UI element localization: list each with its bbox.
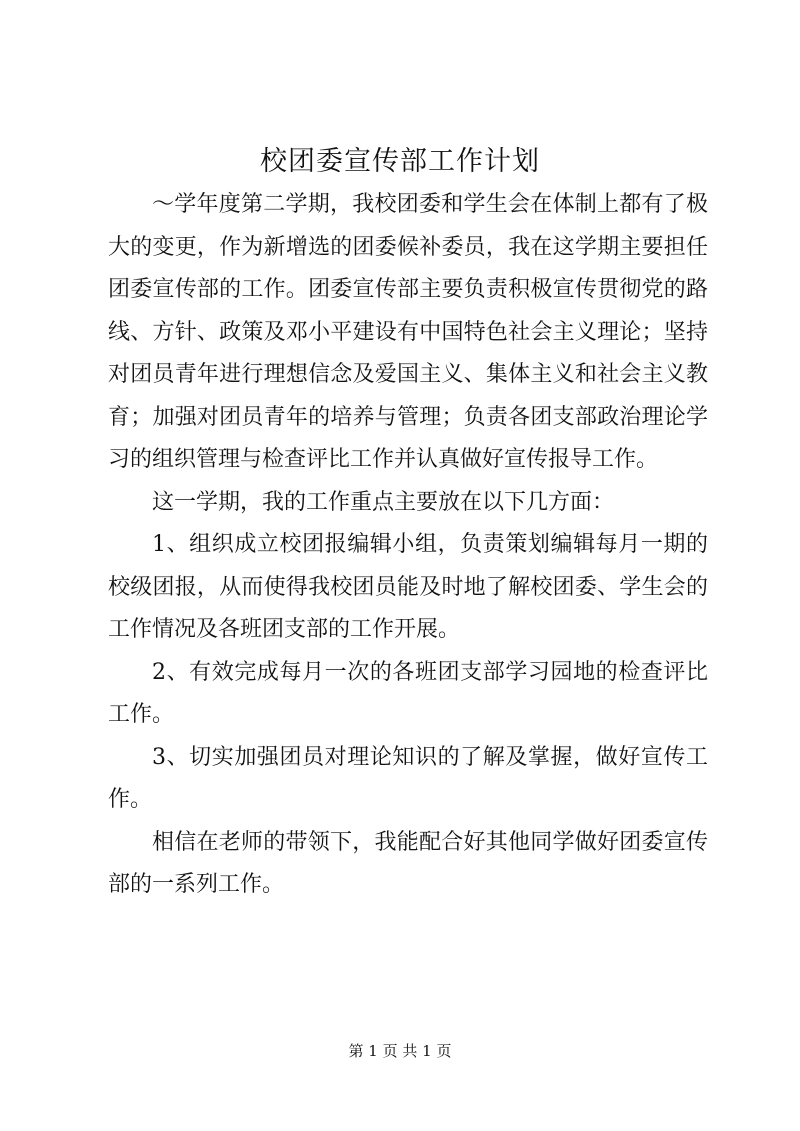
paragraph-item-3: 3、切实加强团员对理论知识的了解及掌握，做好宣传工作。 bbox=[108, 744, 708, 812]
paragraph-closing: 相信在老师的带领下，我能配合好其他同学做好团委宣传部的一系列工作。 bbox=[108, 829, 708, 897]
page-footer: 第 1 页 共 1 页 bbox=[348, 1042, 452, 1060]
document-body bbox=[108, 184, 708, 907]
paragraph-item-1: 1、组织成立校团报编辑小组，负责策划编辑每月一期的校级团报，从而使得我校团员能及时地了解校团委、学生会的工作情况及各班团支部的工作开展。 bbox=[108, 532, 708, 642]
paragraph-item-2: 2、有效完成每月一次的各班团支部学习园地的检查评比工作。 bbox=[108, 659, 708, 727]
paragraph-intro: ～学年度第二学期，我校团委和学生会在体制上都有了极大的变更，作为新增选的团委候补委员，我在这学期主要担任团委宣传部的工作。团委宣传部主要负责积极宣传贯彻党的路线、方针、政策及邓小平建设有中国特色社会主义理论；坚持对团员青年进行理想信念及爱国主义、集体主义和社会主义教育；加强对团员青年的培养与管理；负责各团支部政治理论学习的组织管理与检查评比工作并认真做好宣传报导工作。 bbox=[108, 192, 708, 472]
document-title: 校团委宣传部工作计划 bbox=[260, 146, 540, 177]
paragraph-focus-heading: 这一学期，我的工作重点主要放在以下几方面： bbox=[152, 489, 615, 515]
